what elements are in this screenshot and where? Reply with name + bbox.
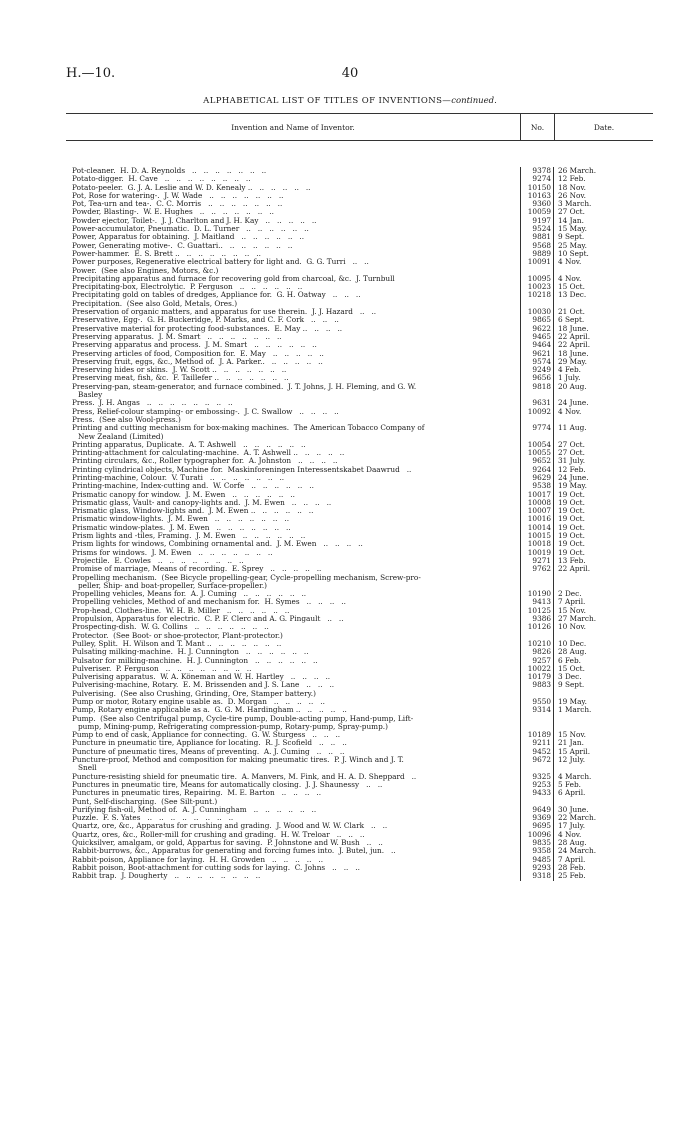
invention-cell: Punctures in pneumatic tire, Means for automatically closing. J. J. Shaunessy .. .. bbox=[72, 779, 383, 789]
number-cell: 9257 bbox=[532, 655, 551, 665]
date-cell: 12 July. bbox=[558, 755, 586, 765]
date-cell: 18 Nov. bbox=[558, 182, 586, 192]
table-row bbox=[66, 756, 653, 764]
date-cell: 13 Dec. bbox=[558, 290, 587, 300]
list-title-main: ALPHABETICAL LIST OF TITLES OF INVENTIONS— bbox=[203, 96, 452, 106]
number-cell: 9629 bbox=[532, 472, 551, 482]
invention-cell: Preserving meat, fish, &c. F. Taillefer .. .. .. .. .. .. .. bbox=[72, 373, 289, 383]
number-cell: 10096 bbox=[527, 829, 551, 839]
invention-cell: Puncture in pneumatic tire, Appliance for locating. R. J. Scofield .. .. .. bbox=[72, 738, 347, 748]
date-cell: 10 Dec. bbox=[558, 638, 587, 648]
date-cell: 4 Nov. bbox=[558, 406, 582, 416]
invention-cell: Basley bbox=[78, 390, 103, 400]
number-cell: 9386 bbox=[532, 614, 551, 624]
number-cell: 9631 bbox=[532, 398, 551, 408]
number-cell: 10030 bbox=[527, 307, 551, 317]
date-cell: 27 Oct. bbox=[558, 207, 585, 217]
number-cell: 9538 bbox=[532, 481, 551, 491]
invention-cell: Printing cylindrical objects, Machine for. Maskinforeningen Interessentskabet Daawrud .. bbox=[72, 464, 412, 474]
invention-cell: Quicksilver, amalgam, or gold, Appartus for saving. P. Johnstone and W. Bush .. .. bbox=[72, 838, 383, 848]
date-cell: 19 Oct. bbox=[558, 506, 585, 516]
table-header bbox=[66, 113, 653, 141]
number-cell: 9360 bbox=[532, 199, 551, 209]
invention-cell: Pulverising. (See also Crushing, Grinding, Ore, Stamper battery.) bbox=[72, 688, 316, 698]
number-cell bbox=[520, 715, 553, 723]
date-cell: 11 Aug. bbox=[558, 423, 587, 433]
invention-cell: Rabbit-poison, Appliance for laying. H. H. Growden .. .. .. .. .. bbox=[72, 854, 324, 864]
header-number: No. bbox=[521, 114, 555, 140]
date-cell: 15 May. bbox=[558, 224, 587, 234]
number-cell: 10210 bbox=[527, 638, 551, 648]
date-cell: 24 June. bbox=[558, 398, 589, 408]
number-cell: 10055 bbox=[527, 448, 551, 458]
number-cell: 9889 bbox=[532, 248, 551, 258]
invention-cell: Preserving hides or skins. J. W. Scott .. .. .. .. .. .. .. bbox=[72, 365, 287, 375]
number-cell: 9574 bbox=[532, 356, 551, 366]
number-cell: 10023 bbox=[527, 282, 551, 292]
number-cell: 10015 bbox=[527, 531, 551, 541]
number-cell: 9762 bbox=[532, 564, 551, 574]
invention-cell: Puncture of pneumatic tires, Means of preventing. A. J. Cuming .. .. .. bbox=[72, 746, 345, 756]
invention-cell: Printing-attachment for calculating-machine. A. T. Ashwell .. .. .. .. .. bbox=[72, 448, 345, 458]
date-cell: 25 Feb. bbox=[558, 871, 586, 881]
invention-cell: Pulveriser. P. Ferguson .. .. .. .. .. .. .. .. bbox=[72, 663, 252, 673]
invention-cell: Puzzle. F. S. Yates .. .. .. .. .. .. .. .. bbox=[72, 813, 234, 823]
invention-cell: Preserving apparatus and process. J. M. Smart .. .. .. .. .. .. bbox=[72, 340, 317, 350]
date-cell: 30 June. bbox=[558, 804, 589, 814]
number-cell: 9464 bbox=[532, 340, 551, 350]
invention-cell: Prisms for windows. J. M. Ewen .. .. .. .. .. .. .. bbox=[72, 547, 273, 557]
date-cell: 13 Feb. bbox=[558, 555, 586, 565]
invention-cell: Prospecting-dish. W. G. Collins .. .. .. .. .. .. .. bbox=[72, 622, 269, 632]
invention-cell: Pump to end of cask, Appliance for connecting. G. W. Sturgess .. .. .. bbox=[72, 730, 341, 740]
date-cell: 27 March. bbox=[558, 614, 597, 624]
invention-cell: Pump, Rotary engine applicable as a. G. G. M. Hardingham .. .. .. .. .. bbox=[72, 705, 347, 715]
date-cell: 15 Nov. bbox=[558, 730, 586, 740]
invention-cell: Propulsion, Apparatus for electric. C. P. F. Clerc and A. G. Pingault .. .. bbox=[72, 614, 344, 624]
number-cell: 9274 bbox=[532, 174, 551, 184]
date-cell: 4 Feb. bbox=[558, 365, 581, 375]
date-cell: 5 Feb. bbox=[558, 779, 581, 789]
invention-cell: Powder, Blasting-. W. E. Hughes .. .. .. .. .. .. .. bbox=[72, 207, 274, 217]
date-cell: 19 Oct. bbox=[558, 489, 585, 499]
number-cell: 9656 bbox=[532, 373, 551, 383]
invention-cell: Press. (See also Wool-press.) bbox=[72, 414, 181, 424]
date-cell: 15 Nov. bbox=[558, 605, 586, 615]
number-cell: 9378 bbox=[532, 166, 551, 175]
date-cell: 19 Oct. bbox=[558, 539, 585, 549]
date-cell: 10 Nov. bbox=[558, 622, 586, 632]
number-cell: 10059 bbox=[527, 207, 551, 217]
number-cell: 9826 bbox=[532, 647, 551, 657]
invention-cell: Preserving fruit, eggs, &c., Method of. J. A. Parker.. .. .. .. .. .. bbox=[72, 356, 323, 366]
number-cell: 9318 bbox=[532, 871, 551, 881]
invention-cell: Prism lights and -tiles, Framing. J. M. Ewen .. .. .. .. .. .. bbox=[72, 531, 306, 541]
invention-cell: Preservative material for protecting food-substances. E. May .. .. .. .. bbox=[72, 323, 343, 333]
number-cell: 9369 bbox=[532, 813, 551, 823]
number-cell: 10125 bbox=[527, 605, 551, 615]
invention-cell: Rabbit trap. J. Dougherty .. .. .. .. .. .. .. .. bbox=[72, 871, 261, 881]
number-cell: 9264 bbox=[532, 464, 551, 474]
date-cell: 22 April. bbox=[558, 340, 591, 350]
number-cell: 10092 bbox=[527, 406, 551, 416]
number-cell: 9818 bbox=[532, 381, 551, 391]
invention-cell: Puncture-proof, Method and composition for making pneumatic tires. P. J. Winch and J. T. bbox=[72, 755, 404, 765]
table-body bbox=[66, 167, 653, 881]
date-cell: 1 March. bbox=[558, 705, 592, 715]
header-invention: Invention and Name of Inventor. bbox=[66, 114, 521, 140]
number-cell: 10218 bbox=[527, 290, 551, 300]
date-cell: 1 July. bbox=[558, 373, 581, 383]
date-cell: 19 Oct. bbox=[558, 514, 585, 524]
invention-cell: Pulley, Split. H. Wilson and T. Mant .. .. .. .. .. .. .. bbox=[72, 638, 282, 648]
date-cell: 31 July. bbox=[558, 456, 586, 466]
invention-cell: Prop-head, Clothes-line. W. H. B. Miller .. .. .. .. .. .. bbox=[72, 605, 290, 615]
number-cell bbox=[520, 574, 553, 582]
invention-cell: Preservation of organic matters, and apparatus for use therein. J. J. Hazard .. .. bbox=[72, 307, 377, 317]
date-cell: 19 Oct. bbox=[558, 531, 585, 541]
number-cell: 9253 bbox=[532, 779, 551, 789]
number-cell: 10189 bbox=[527, 730, 551, 740]
invention-cell: Prismatic window-plates. J. M. Ewen .. .. .. .. .. .. .. bbox=[72, 522, 291, 532]
invention-cell: Preserving articles of food, Composition for. E. May .. .. .. .. .. bbox=[72, 348, 324, 358]
invention-cell: Printing and cutting mechanism for box-making machines. The American Tobacco Company of bbox=[72, 423, 425, 433]
date-cell: 18 June. bbox=[558, 348, 589, 358]
date-cell: 28 Aug. bbox=[558, 647, 587, 657]
number-cell: 9652 bbox=[532, 456, 551, 466]
number-cell: 9293 bbox=[532, 862, 551, 872]
date-cell: 6 April. bbox=[558, 788, 586, 798]
date-cell: 19 May. bbox=[558, 481, 587, 491]
invention-cell: Puncture-resisting shield for pneumatic tire. A. Manvers, M. Fink, and H. A. D. Sheppard .. bbox=[72, 771, 417, 781]
invention-cell: Printing-machine, Colour. V. Turati .. .. .. .. .. .. .. bbox=[72, 472, 285, 482]
number-cell: 10007 bbox=[527, 506, 551, 516]
invention-cell: Prismatic glass, Vault- and canopy-lights and. J. M. Ewen .. .. .. .. bbox=[72, 497, 332, 507]
date-cell: 24 March. bbox=[558, 846, 597, 856]
list-title-continued: continued. bbox=[451, 96, 497, 106]
number-cell: 10018 bbox=[527, 539, 551, 549]
date-cell: 4 Nov. bbox=[558, 273, 582, 283]
header-date: Date. bbox=[593, 122, 615, 132]
invention-cell: Prismatic glass, Window-lights and. J. M. Ewen .. .. .. .. .. .. bbox=[72, 506, 314, 516]
date-cell: 10 Sept. bbox=[558, 248, 589, 258]
invention-cell: Pot, Rose for watering-. J. W. Wade .. .. .. .. .. .. .. bbox=[72, 190, 284, 200]
date-cell: 6 Feb. bbox=[558, 655, 581, 665]
invention-cell: Pump. (See also Centrifugal pump, Cycle-tire pump, Double-acting pump, Hand-pump, Lift- bbox=[72, 713, 414, 723]
invention-cell: Preservative, Egg-. G. H. Buckeridge, P. Marks, and C. F. Cork .. .. .. bbox=[72, 315, 339, 325]
invention-cell: Precipitating-box, Electrolytic. P. Ferguson .. .. .. .. .. .. bbox=[72, 282, 303, 292]
date-cell: 19 May. bbox=[558, 697, 587, 706]
number-cell: 9550 bbox=[532, 697, 551, 706]
date-cell: 14 Jan. bbox=[558, 215, 584, 225]
invention-cell: Preserving-pan, steam-generator, and furnace combined. J. T. Johns, J. H. Fleming, and G. W. bbox=[72, 381, 417, 391]
number-cell: 10019 bbox=[527, 547, 551, 557]
invention-cell: Precipitation. (See also Gold, Metals, Ores.) bbox=[72, 298, 238, 308]
date-cell bbox=[553, 715, 653, 723]
date-cell: 18 June. bbox=[558, 323, 589, 333]
number-cell: 10017 bbox=[527, 489, 551, 499]
number-cell: 9835 bbox=[532, 838, 551, 848]
invention-cell: Prism lights for windows, Combining ornamental and. J. M. Ewen .. .. .. .. bbox=[72, 539, 363, 549]
invention-cell: Pot-cleaner. H. D. A. Reynolds .. .. .. .. .. .. .. bbox=[72, 166, 267, 175]
date-cell: 12 Feb. bbox=[558, 464, 586, 474]
invention-cell: Punt, Self-discharging. (See Silt-punt.) bbox=[72, 796, 218, 806]
invention-cell: Precipitating apparatus and furnace for recovering gold from charcoal, &c. J. Turnbull bbox=[72, 273, 395, 283]
number-cell: 10179 bbox=[527, 672, 551, 682]
number-cell: 9622 bbox=[532, 323, 551, 333]
number-cell: 10008 bbox=[527, 497, 551, 507]
invention-cell: Propelling mechanism. (See Bicycle propelling-gear, Cycle-propelling mechanism, Screw-pro- bbox=[72, 572, 421, 582]
date-cell: 26 March. bbox=[558, 166, 597, 175]
date-cell: 22 March. bbox=[558, 813, 597, 823]
date-cell: 26 Nov. bbox=[558, 190, 586, 200]
date-cell: 4 March. bbox=[558, 771, 592, 781]
date-cell: 4 Nov. bbox=[558, 829, 582, 839]
date-cell: 20 Aug. bbox=[558, 381, 587, 391]
number-cell: 10095 bbox=[527, 273, 551, 283]
date-cell: 9 Sept. bbox=[558, 232, 585, 242]
number-cell: 9485 bbox=[532, 854, 551, 864]
number-cell: 9452 bbox=[532, 746, 551, 756]
number-cell: 9568 bbox=[532, 240, 551, 250]
invention-cell: Power purposes, Regenerative electrical battery for light and. G. G. Turri .. .. bbox=[72, 257, 369, 267]
page-number: 40 bbox=[341, 66, 359, 81]
invention-cell: Propelling vehicles, Means for. A. J. Cuming .. .. .. .. .. .. bbox=[72, 589, 307, 599]
number-cell: 9465 bbox=[532, 331, 551, 341]
invention-cell: Preserving apparatus. J. M. Smart .. .. .. .. .. .. .. bbox=[72, 331, 282, 341]
invention-cell: Pulsating milking-machine. H. J. Cunnington .. .. .. .. .. .. bbox=[72, 647, 309, 657]
number-cell: 10016 bbox=[527, 514, 551, 524]
invention-cell: Promise of marriage, Means of recording. E. Sprey .. .. .. .. .. bbox=[72, 564, 322, 574]
date-cell: 27 Oct. bbox=[558, 439, 585, 449]
invention-cell: Potato-peeler. G. J. A. Leslie and W. D. Kenealy .. .. .. .. .. .. bbox=[72, 182, 311, 192]
invention-cell: Purifying fish-oil, Method of. A. J. Cunningham .. .. .. .. .. .. bbox=[72, 804, 317, 814]
number-cell: 9358 bbox=[532, 846, 551, 856]
date-cell: 15 Oct. bbox=[558, 663, 585, 673]
invention-cell: Projectile. E. Cowles .. .. .. .. .. .. .. .. bbox=[72, 555, 244, 565]
date-cell: 22 April. bbox=[558, 331, 591, 341]
inventions-table bbox=[66, 113, 653, 881]
invention-cell: Punctures in pneumatic tires, Repairing. M. E. Barton .. .. .. .. bbox=[72, 788, 322, 798]
invention-cell: Pulsator for milking-machine. H. J. Cunnington .. .. .. .. .. .. bbox=[72, 655, 318, 665]
invention-cell: Rabbit poison, Boot-attachment for cutting sods for laying. C. Johns .. .. .. bbox=[72, 862, 360, 872]
number-cell: 9672 bbox=[532, 755, 551, 765]
invention-cell: Pot, Tea-urn and tea-. C. C. Morris .. .. .. .. .. .. .. bbox=[72, 199, 283, 209]
invention-cell: Quartz, ores, &c., Roller-mill for crushing and grading. H. W. Treloar .. .. .. bbox=[72, 829, 365, 839]
invention-cell: Printing circulars, &c., Roller typographer for. A. Johnston .. .. .. .. bbox=[72, 456, 338, 466]
invention-cell: Power-hammer. E. S. Brett .. .. .. .. .. .. .. .. bbox=[72, 248, 261, 258]
invention-cell: Press, Relief-colour stamping- or embossing-. J. C. Swallow .. .. .. .. bbox=[72, 406, 339, 416]
number-cell: 9271 bbox=[532, 555, 551, 565]
number-cell: 9249 bbox=[532, 365, 551, 375]
invention-cell: Potato-digger. H. Cave .. .. .. .. .. .. .. .. bbox=[72, 174, 251, 184]
invention-cell: Pump or motor, Rotary engine usable as. D. Morgan .. .. .. .. .. bbox=[72, 697, 325, 706]
date-cell: 24 June. bbox=[558, 472, 589, 482]
number-cell: 10022 bbox=[527, 663, 551, 673]
list-title bbox=[0, 96, 700, 106]
invention-cell: peller, Ship- and boat-propeller, Surface-propeller.) bbox=[78, 580, 267, 590]
invention-cell: Prismatic canopy for window. J. M. Ewen .. .. .. .. .. .. bbox=[72, 489, 295, 499]
invention-cell: Printing-machine, Index-cutting and. W. Corfe .. .. .. .. .. .. bbox=[72, 481, 314, 491]
number-cell: 10163 bbox=[527, 190, 551, 200]
number-cell: 9314 bbox=[532, 705, 551, 715]
date-cell: 28 Aug. bbox=[558, 838, 587, 848]
invention-cell: Power, Generating motive-. C. Guattari.. .. .. .. .. .. .. bbox=[72, 240, 293, 250]
date-cell: 19 Oct. bbox=[558, 522, 585, 532]
invention-cell: Power. (See also Engines, Motors, &c.) bbox=[72, 265, 219, 275]
date-cell: 7 April. bbox=[558, 597, 586, 607]
date-cell: 3 March. bbox=[558, 199, 592, 209]
number-cell: 9774 bbox=[532, 423, 551, 433]
number-cell: 9881 bbox=[532, 232, 551, 242]
invention-cell: Rabbit-burrows, &c., Apparatus for generating and forcing fumes into. J. Butel, jun. .. bbox=[72, 846, 396, 856]
date-cell: 15 Oct. bbox=[558, 282, 585, 292]
date-cell: 21 Jan. bbox=[558, 738, 584, 748]
date-cell: 19 Oct. bbox=[558, 497, 585, 507]
invention-cell: Precipitating gold on tables of dredges, Appliance for. G. H. Oatway .. .. .. bbox=[72, 290, 361, 300]
invention-cell: New Zealand (Limited) bbox=[78, 431, 164, 441]
invention-cell: Power-accumulator, Pneumatic. D. L. Turner .. .. .. .. .. .. bbox=[72, 224, 309, 234]
date-cell: 25 May. bbox=[558, 240, 587, 250]
number-cell: 9325 bbox=[532, 771, 551, 781]
date-cell: 9 Sept. bbox=[558, 680, 585, 690]
number-cell: 9695 bbox=[532, 821, 551, 831]
invention-cell: pump, Mining-pump, Refrigerating compression-pump, Rotary-pump, Spray-pump.) bbox=[78, 721, 388, 731]
number-cell: 9621 bbox=[532, 348, 551, 358]
number-cell: 10150 bbox=[527, 182, 551, 192]
date-cell: 22 April. bbox=[558, 564, 591, 574]
table-row bbox=[66, 872, 653, 880]
invention-cell: Press. J. H. Angas .. .. .. .. .. .. .. .. bbox=[72, 398, 233, 408]
date-cell: 4 Nov. bbox=[558, 257, 582, 267]
table-row bbox=[66, 383, 653, 391]
invention-cell: Powder ejector, Toilet-. J. J. Charlton and J. H. Kay .. .. .. .. .. bbox=[72, 215, 317, 225]
invention-cell: Quartz, ore, &c., Apparatus for crushing and grading. J. Wood and W. W. Clark .. .. bbox=[72, 821, 388, 831]
date-cell: 3 Dec. bbox=[558, 672, 582, 682]
date-cell: 27 Oct. bbox=[558, 448, 585, 458]
number-cell: 9197 bbox=[532, 215, 551, 225]
date-cell: 2 Dec. bbox=[558, 589, 582, 599]
invention-cell: Printing apparatus, Duplicate. A. T. Ashwell .. .. .. .. .. .. bbox=[72, 439, 306, 449]
number-cell: 10091 bbox=[527, 257, 551, 267]
date-cell: 7 April. bbox=[558, 854, 586, 864]
date-cell: 21 Oct. bbox=[558, 307, 585, 317]
date-cell: 12 Feb. bbox=[558, 174, 586, 184]
date-cell: 29 May. bbox=[558, 356, 587, 366]
date-cell: 17 July. bbox=[558, 821, 586, 831]
invention-cell: Prismatic window-lights. J. M. Ewen .. .. .. .. .. .. .. bbox=[72, 514, 290, 524]
number-cell: 10126 bbox=[527, 622, 551, 632]
invention-cell: Protector. (See Boot- or shoe-protector, Plant-protector.) bbox=[72, 630, 283, 640]
number-cell: 9865 bbox=[532, 315, 551, 325]
number-cell: 9413 bbox=[532, 597, 551, 607]
number-cell: 9433 bbox=[532, 788, 551, 798]
date-cell: 19 Oct. bbox=[558, 547, 585, 557]
number-cell: 10054 bbox=[527, 439, 551, 449]
invention-cell: Pulverising-machine, Rotary. E. M. Brissenden and J. S. Lane .. .. .. bbox=[72, 680, 335, 690]
number-cell: 9649 bbox=[532, 804, 551, 814]
date-cell: 15 April. bbox=[558, 746, 591, 756]
number-cell: 10190 bbox=[527, 589, 551, 599]
number-cell: 9211 bbox=[532, 738, 551, 748]
number-cell: 9524 bbox=[532, 224, 551, 234]
date-cell bbox=[553, 574, 653, 582]
invention-cell: Power, Apparatus for obtaining. J. Maitland .. .. .. .. .. .. bbox=[72, 232, 305, 242]
date-cell: 28 Feb. bbox=[558, 862, 586, 872]
invention-cell: Propelling vehicles, Method of and mechanism for. H. Symes .. .. .. .. bbox=[72, 597, 346, 607]
date-cell: 6 Sept. bbox=[558, 315, 585, 325]
report-reference: H.—10. bbox=[66, 66, 116, 81]
invention-cell: Pulverising apparatus. W. A. Köneman and W. H. Hartley .. .. .. .. bbox=[72, 672, 331, 682]
number-cell: 9883 bbox=[532, 680, 551, 690]
number-cell: 10014 bbox=[527, 522, 551, 532]
invention-cell: Snell bbox=[78, 763, 97, 773]
